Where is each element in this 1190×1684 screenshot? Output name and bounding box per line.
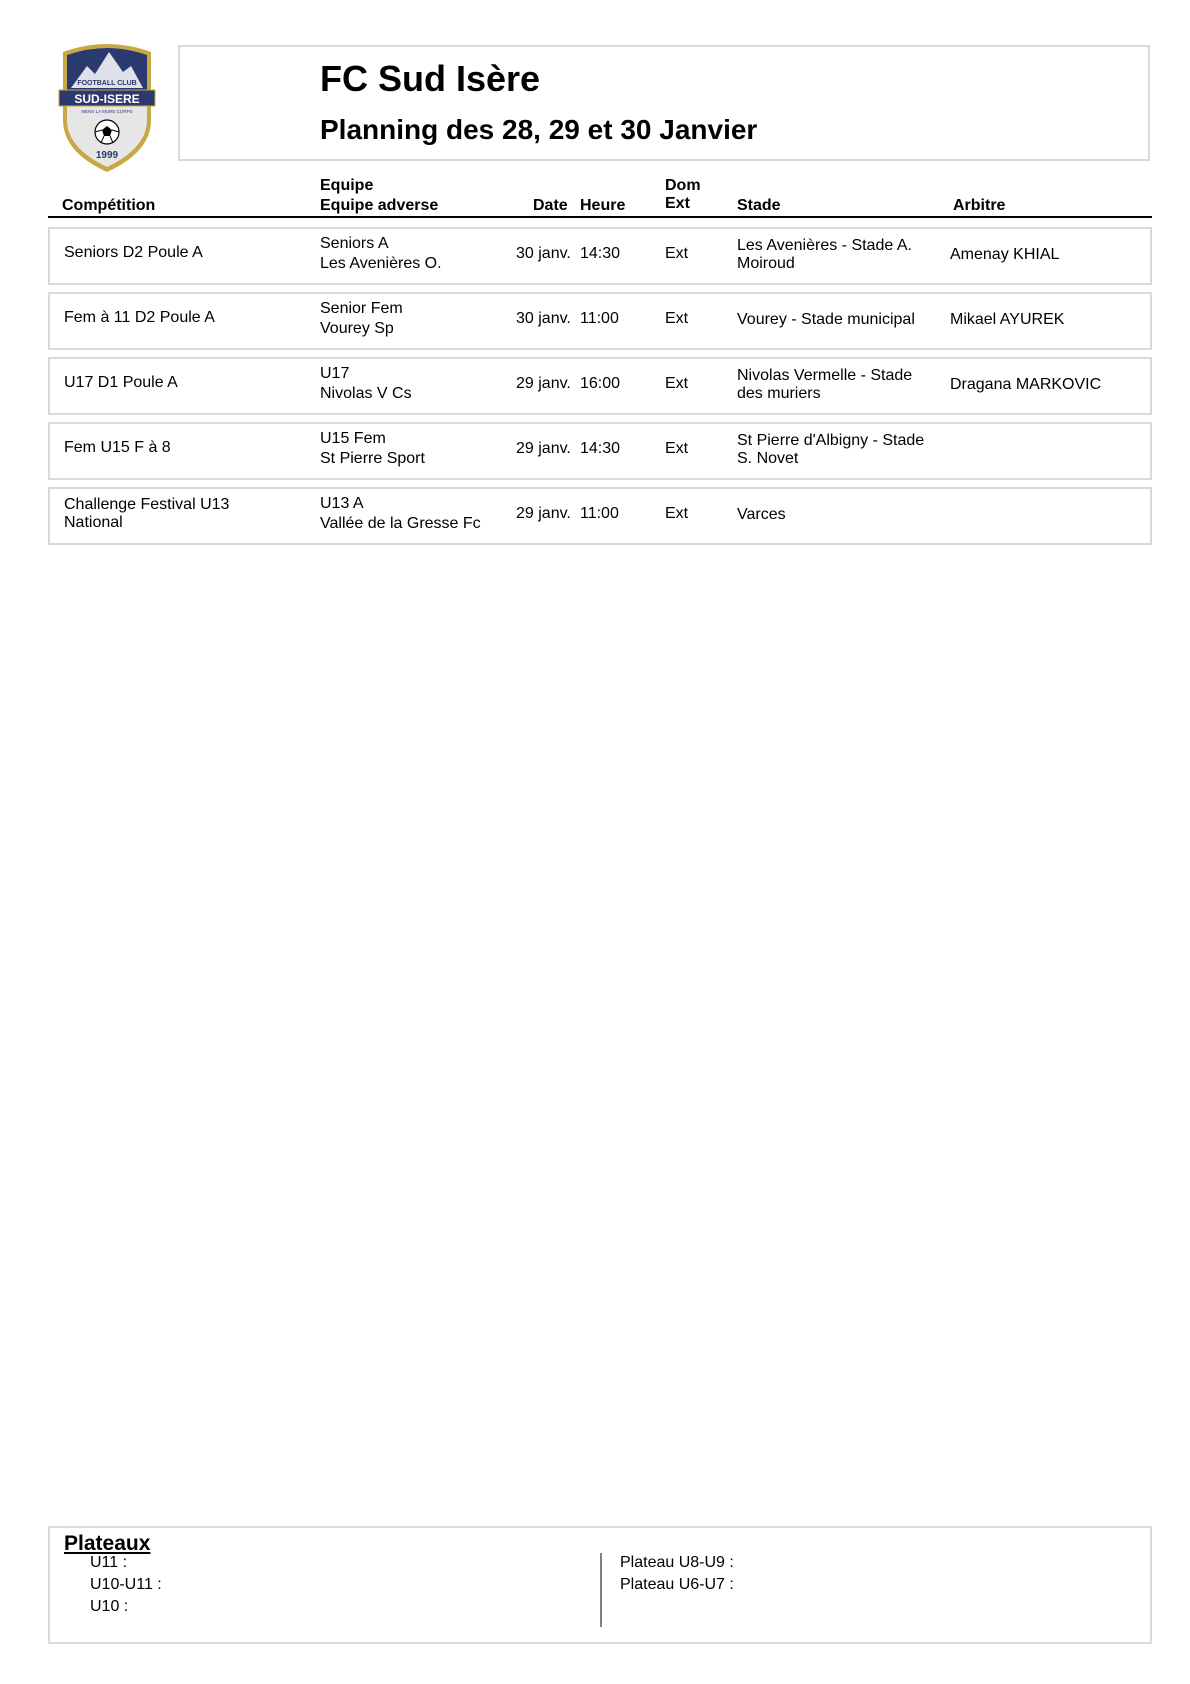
match-domext: Ext: [665, 505, 689, 522]
match-competition-line2: National: [64, 514, 123, 531]
plateau-u8-u9: Plateau U8-U9 :: [620, 1554, 734, 1571]
match-stade-line1: Les Avenières - Stade A.: [737, 237, 912, 254]
match-domext: Ext: [665, 310, 689, 327]
col-header-arbitre: Arbitre: [953, 197, 1006, 214]
col-header-heure: Heure: [580, 197, 626, 214]
match-heure: 14:30: [580, 440, 621, 457]
match-adverse: Les Avenières O.: [320, 255, 442, 272]
match-stade-line1: Vourey - Stade municipal: [737, 311, 915, 328]
col-header-equipe-adverse: Equipe adverse: [320, 197, 439, 214]
page-title: FC Sud Isère: [320, 58, 541, 99]
match-equipe: U15 Fem: [320, 430, 386, 447]
match-date: 29 janv.: [516, 505, 571, 522]
match-equipe: U13 A: [320, 495, 364, 512]
match-adverse: Vourey Sp: [320, 320, 394, 337]
match-domext: Ext: [665, 245, 689, 262]
match-adverse: St Pierre Sport: [320, 450, 425, 467]
match-equipe: Seniors A: [320, 235, 389, 252]
logo-name: SUD-ISERE: [74, 92, 140, 106]
match-heure: 11:00: [580, 310, 619, 327]
logo-top-text: FOOTBALL CLUB: [77, 80, 137, 87]
col-header-equipe: Equipe: [320, 177, 374, 194]
plateaux-title: Plateaux: [64, 1532, 151, 1555]
match-stade-line1: St Pierre d'Albigny - Stade: [737, 432, 925, 449]
match-date: 30 janv.: [516, 310, 571, 327]
match-heure: 16:00: [580, 375, 621, 392]
match-equipe: Senior Fem: [320, 300, 403, 317]
col-header-date: Date: [533, 197, 568, 214]
page-subtitle: Planning des 28, 29 et 30 Janvier: [320, 114, 758, 145]
match-competition: Seniors D2 Poule A: [64, 244, 203, 261]
plateau-u11: U11 :: [90, 1554, 128, 1571]
match-heure: 14:30: [580, 245, 621, 262]
match-stade-line1: Varces: [737, 506, 786, 523]
logo-towns: MENS LA MURE CORPS: [81, 109, 133, 114]
match-arbitre: Dragana MARKOVIC: [950, 376, 1102, 393]
plateau-u10: U10 :: [90, 1598, 129, 1615]
match-domext: Ext: [665, 375, 689, 392]
match-stade-line1: Nivolas Vermelle - Stade: [737, 367, 913, 384]
match-equipe: U17: [320, 365, 350, 382]
header-rule: [48, 216, 1152, 218]
match-date: 29 janv.: [516, 440, 571, 457]
col-header-ext: Ext: [665, 195, 690, 212]
match-arbitre: Mikael AYUREK: [950, 311, 1065, 328]
col-header-stade: Stade: [737, 197, 781, 214]
match-competition: U17 D1 Poule A: [64, 374, 178, 391]
plateau-u10-u11: U10-U11 :: [90, 1576, 162, 1593]
match-competition-line1: Challenge Festival U13: [64, 496, 230, 513]
match-stade-line2: S. Novet: [737, 450, 799, 467]
match-adverse: Nivolas V Cs: [320, 385, 412, 402]
match-stade-line2: des muriers: [737, 385, 821, 402]
match-domext: Ext: [665, 440, 689, 457]
col-header-dom: Dom: [665, 177, 701, 194]
col-header-competition: Compétition: [62, 197, 156, 214]
match-arbitre: Amenay KHIAL: [950, 246, 1060, 263]
match-heure: 11:00: [580, 505, 619, 522]
match-adverse: Vallée de la Gresse Fc: [320, 515, 481, 532]
plateau-u6-u7: Plateau U6-U7 :: [620, 1576, 734, 1593]
match-date: 29 janv.: [516, 375, 571, 392]
match-date: 30 janv.: [516, 245, 571, 262]
match-stade-line2: Moiroud: [737, 255, 795, 272]
plateaux-divider: [600, 1553, 602, 1627]
match-competition: Fem à 11 D2 Poule A: [64, 309, 215, 326]
logo-year: 1999: [95, 150, 119, 161]
club-logo: [57, 40, 157, 175]
soccer-ball-icon: [95, 120, 119, 144]
match-competition: Fem U15 F à 8: [64, 439, 171, 456]
